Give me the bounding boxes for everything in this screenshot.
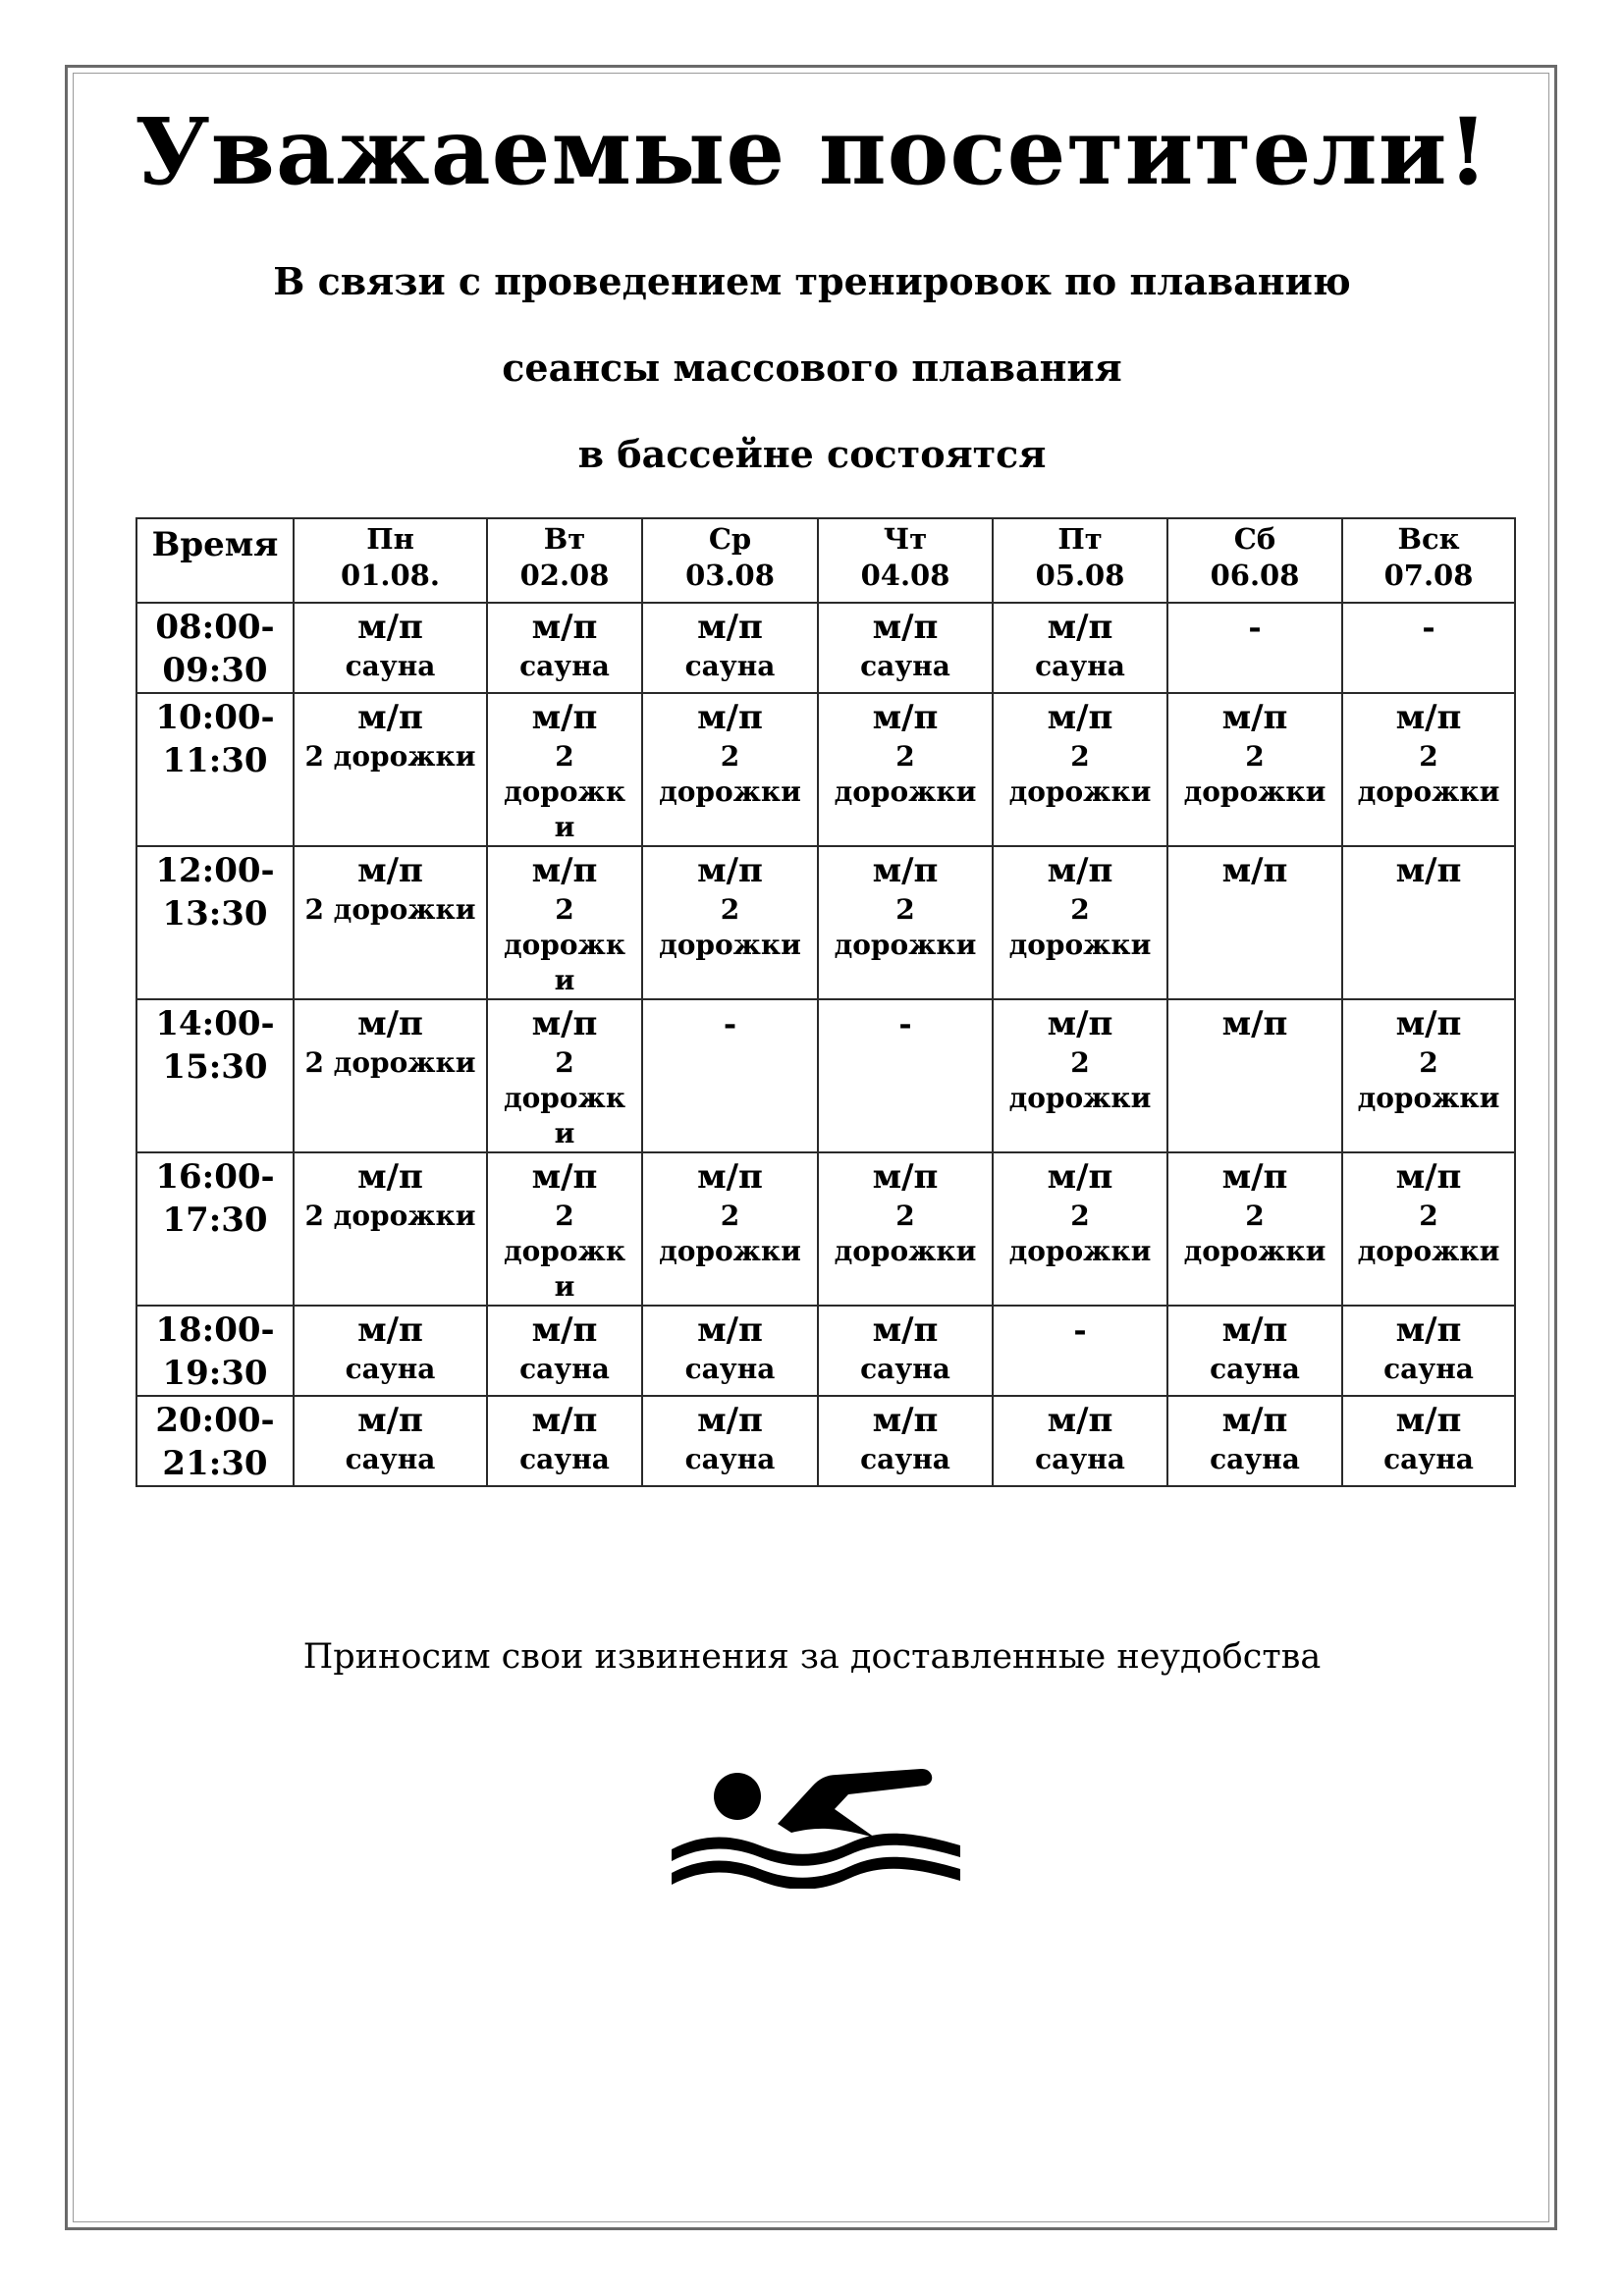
schedule-cell bbox=[993, 1306, 1167, 1396]
schedule-cell bbox=[294, 999, 487, 1152]
session-type: м/п bbox=[531, 851, 598, 890]
time-slot: 14:00- 15:30 bbox=[136, 999, 294, 1152]
schedule-cell bbox=[487, 1152, 642, 1306]
session-type: - bbox=[1422, 609, 1435, 646]
day-name: Вт bbox=[543, 522, 586, 556]
schedule-cell bbox=[487, 846, 642, 999]
session-type: м/п bbox=[872, 698, 939, 737]
session-type: м/п bbox=[357, 851, 423, 890]
session-type: м/п bbox=[697, 851, 763, 890]
session-type: - bbox=[898, 1005, 912, 1042]
session-type: м/п bbox=[1395, 1004, 1462, 1043]
session-type: м/п bbox=[872, 851, 939, 890]
session-type: м/п bbox=[1047, 1157, 1113, 1197]
session-note: сауна bbox=[519, 1443, 610, 1475]
session-type: - bbox=[1073, 1311, 1087, 1349]
session-type: м/п bbox=[872, 608, 939, 647]
day-date: 06.08 bbox=[1210, 559, 1300, 592]
schedule-row bbox=[136, 1306, 1515, 1396]
session-type: м/п bbox=[1395, 1157, 1462, 1197]
session-type: м/п bbox=[357, 1157, 423, 1197]
session-type: м/п bbox=[1047, 1004, 1113, 1043]
session-type: м/п bbox=[697, 1401, 763, 1440]
day-header bbox=[818, 518, 993, 603]
session-note: 2 дорожки bbox=[659, 893, 801, 961]
session-note: сауна bbox=[1210, 1353, 1300, 1385]
notice-title: Уважаемые посетители! bbox=[135, 98, 1489, 206]
schedule-cell bbox=[818, 603, 993, 693]
notice-line-1: В связи с проведением тренировок по плаванию bbox=[273, 259, 1351, 303]
time-slot: 18:00- 19:30 bbox=[136, 1306, 294, 1396]
session-note: сауна bbox=[860, 1443, 950, 1475]
schedule-cell bbox=[993, 693, 1167, 846]
session-type: м/п bbox=[1221, 698, 1288, 737]
session-type: м/п bbox=[1221, 1157, 1288, 1197]
session-note: 2 дорожк и bbox=[503, 1200, 626, 1303]
schedule-cell bbox=[294, 1152, 487, 1306]
schedule-cell bbox=[818, 1396, 993, 1486]
day-name: Ср bbox=[708, 522, 752, 556]
schedule-cell bbox=[993, 846, 1167, 999]
schedule-row bbox=[136, 1152, 1515, 1306]
schedule-cell bbox=[294, 603, 487, 693]
session-type: м/п bbox=[1221, 1004, 1288, 1043]
day-name: Чт bbox=[883, 522, 928, 556]
time-slot: 12:00- 13:30 bbox=[136, 846, 294, 999]
day-date: 04.08 bbox=[860, 559, 950, 592]
schedule-cell bbox=[818, 1152, 993, 1306]
session-note: сауна bbox=[345, 650, 436, 682]
schedule-cell bbox=[1167, 1306, 1342, 1396]
session-note: сауна bbox=[684, 650, 776, 682]
session-note: сауна bbox=[1035, 650, 1125, 682]
session-type: - bbox=[723, 1005, 737, 1042]
session-note: сауна bbox=[860, 1353, 950, 1385]
schedule-cell bbox=[993, 1152, 1167, 1306]
session-note: 2 дорожки bbox=[834, 893, 977, 961]
session-type: м/п bbox=[1395, 851, 1462, 890]
session-type: м/п bbox=[531, 608, 598, 647]
session-type: м/п bbox=[1047, 851, 1113, 890]
schedule-cell bbox=[294, 1306, 487, 1396]
schedule-cell bbox=[1167, 603, 1342, 693]
schedule-cell bbox=[1167, 693, 1342, 846]
schedule-cell bbox=[1167, 1152, 1342, 1306]
schedule-cell bbox=[818, 1306, 993, 1396]
session-type: м/п bbox=[872, 1310, 939, 1350]
session-note: сауна bbox=[1383, 1443, 1474, 1475]
session-type: м/п bbox=[531, 1004, 598, 1043]
schedule-cell bbox=[1342, 693, 1515, 846]
schedule-cell bbox=[818, 846, 993, 999]
time-slot: 10:00- 11:30 bbox=[136, 693, 294, 846]
schedule-cell bbox=[294, 1396, 487, 1486]
schedule-body bbox=[136, 603, 1515, 1486]
session-note: 2 дорожки bbox=[1008, 1046, 1152, 1114]
session-type: м/п bbox=[697, 698, 763, 737]
session-note: 2 дорожки bbox=[304, 1046, 476, 1079]
day-name: Пн bbox=[366, 522, 414, 556]
session-note: 2 дорожки bbox=[834, 1200, 977, 1267]
session-note: 2 дорожк и bbox=[503, 740, 626, 843]
schedule-cell bbox=[1342, 1152, 1515, 1306]
session-type: м/п bbox=[531, 698, 598, 737]
schedule-cell bbox=[642, 603, 818, 693]
session-type: м/п bbox=[697, 1157, 763, 1197]
session-type: м/п bbox=[1047, 608, 1113, 647]
session-type: м/п bbox=[872, 1157, 939, 1197]
session-note: сауна bbox=[519, 650, 610, 682]
schedule-row bbox=[136, 999, 1515, 1152]
session-note: 2 дорожки bbox=[304, 740, 476, 773]
schedule-row bbox=[136, 1396, 1515, 1486]
session-note: 2 дорожки bbox=[1008, 740, 1152, 808]
schedule-cell bbox=[1167, 999, 1342, 1152]
session-type: м/п bbox=[531, 1310, 598, 1350]
session-note: 2 дорожки bbox=[1183, 1200, 1326, 1267]
session-note: 2 дорожк и bbox=[503, 893, 626, 996]
session-type: м/п bbox=[357, 1004, 423, 1043]
day-date: 02.08 bbox=[519, 559, 610, 592]
schedule-cell bbox=[642, 1152, 818, 1306]
schedule-cell bbox=[1167, 846, 1342, 999]
session-note: 2 дорожки bbox=[1008, 1200, 1152, 1267]
schedule-cell bbox=[818, 693, 993, 846]
session-type: м/п bbox=[1395, 1401, 1462, 1440]
day-date: 05.08 bbox=[1035, 559, 1125, 592]
schedule-cell bbox=[487, 693, 642, 846]
schedule-cell bbox=[1342, 1396, 1515, 1486]
session-type: м/п bbox=[1395, 1310, 1462, 1350]
session-note: сауна bbox=[684, 1443, 776, 1475]
day-name: Вск bbox=[1397, 522, 1460, 556]
swimmer-icon bbox=[672, 1755, 960, 1889]
day-header bbox=[1342, 518, 1515, 603]
session-type: м/п bbox=[872, 1401, 939, 1440]
schedule-cell bbox=[487, 1396, 642, 1486]
session-note: сауна bbox=[1035, 1443, 1125, 1475]
session-type: м/п bbox=[531, 1401, 598, 1440]
day-name: Сб bbox=[1233, 522, 1276, 556]
session-type: - bbox=[1248, 609, 1262, 646]
schedule-table bbox=[135, 517, 1516, 1487]
time-slot: 08:00- 09:30 bbox=[136, 603, 294, 693]
schedule-row bbox=[136, 846, 1515, 999]
session-type: м/п bbox=[1047, 698, 1113, 737]
day-date: 03.08 bbox=[685, 559, 775, 592]
day-header bbox=[487, 518, 642, 603]
time-column-header: Время bbox=[136, 518, 294, 603]
session-note: сауна bbox=[345, 1443, 436, 1475]
time-slot: 20:00- 21:30 bbox=[136, 1396, 294, 1486]
session-type: м/п bbox=[1221, 851, 1288, 890]
apology-text: Приносим свои извинения за доставленные неудобства bbox=[302, 1637, 1322, 1677]
schedule-cell bbox=[642, 846, 818, 999]
schedule-cell bbox=[642, 999, 818, 1152]
session-note: сауна bbox=[684, 1353, 776, 1385]
day-name: Пт bbox=[1057, 522, 1103, 556]
schedule-cell bbox=[294, 693, 487, 846]
session-type: м/п bbox=[697, 608, 763, 647]
session-note: 2 дорожки bbox=[1357, 740, 1500, 808]
session-note: сауна bbox=[345, 1353, 436, 1385]
notice-line-3: в бассейне состоятся bbox=[577, 432, 1047, 476]
schedule-cell bbox=[487, 603, 642, 693]
day-date: 07.08 bbox=[1383, 559, 1474, 592]
session-note: 2 дорожки bbox=[834, 740, 977, 808]
session-note: 2 дорожки bbox=[1008, 893, 1152, 961]
session-type: м/п bbox=[1395, 698, 1462, 737]
session-note: 2 дорожки bbox=[304, 1200, 476, 1232]
session-note: сауна bbox=[519, 1353, 610, 1385]
session-type: м/п bbox=[1221, 1401, 1288, 1440]
day-header bbox=[1167, 518, 1342, 603]
session-note: 2 дорожк и bbox=[503, 1046, 626, 1149]
session-type: м/п bbox=[697, 1310, 763, 1350]
schedule-row bbox=[136, 693, 1515, 846]
schedule-cell bbox=[642, 693, 818, 846]
schedule-cell bbox=[487, 999, 642, 1152]
session-note: сауна bbox=[860, 650, 950, 682]
schedule-cell bbox=[993, 1396, 1167, 1486]
schedule-header-row bbox=[136, 518, 1515, 603]
session-note: 2 дорожки bbox=[304, 893, 476, 926]
session-note: 2 дорожки bbox=[659, 1200, 801, 1267]
session-note: 2 дорожки bbox=[1357, 1200, 1500, 1267]
session-type: м/п bbox=[1047, 1401, 1113, 1440]
session-type: м/п bbox=[1221, 1310, 1288, 1350]
session-note: сауна bbox=[1210, 1443, 1300, 1475]
schedule-cell bbox=[1167, 1396, 1342, 1486]
day-date: 01.08. bbox=[341, 559, 440, 592]
schedule-row bbox=[136, 603, 1515, 693]
session-type: м/п bbox=[357, 698, 423, 737]
session-type: м/п bbox=[531, 1157, 598, 1197]
schedule-cell bbox=[642, 1396, 818, 1486]
day-header bbox=[993, 518, 1167, 603]
time-slot: 16:00- 17:30 bbox=[136, 1152, 294, 1306]
session-note: 2 дорожки bbox=[1183, 740, 1326, 808]
schedule-cell bbox=[818, 999, 993, 1152]
schedule-cell bbox=[1342, 1306, 1515, 1396]
schedule-cell bbox=[993, 999, 1167, 1152]
schedule-cell bbox=[1342, 999, 1515, 1152]
schedule-cell bbox=[294, 846, 487, 999]
day-header bbox=[294, 518, 487, 603]
session-note: 2 дорожки bbox=[1357, 1046, 1500, 1114]
session-type: м/п bbox=[357, 608, 423, 647]
session-note: сауна bbox=[1383, 1353, 1474, 1385]
session-type: м/п bbox=[357, 1401, 423, 1440]
schedule-cell bbox=[1342, 603, 1515, 693]
session-type: м/п bbox=[357, 1310, 423, 1350]
session-note: 2 дорожки bbox=[659, 740, 801, 808]
schedule-cell bbox=[1342, 846, 1515, 999]
schedule-cell bbox=[993, 603, 1167, 693]
schedule-cell bbox=[642, 1306, 818, 1396]
day-header bbox=[642, 518, 818, 603]
schedule-cell bbox=[487, 1306, 642, 1396]
notice-line-2: сеансы массового плавания bbox=[502, 346, 1122, 390]
